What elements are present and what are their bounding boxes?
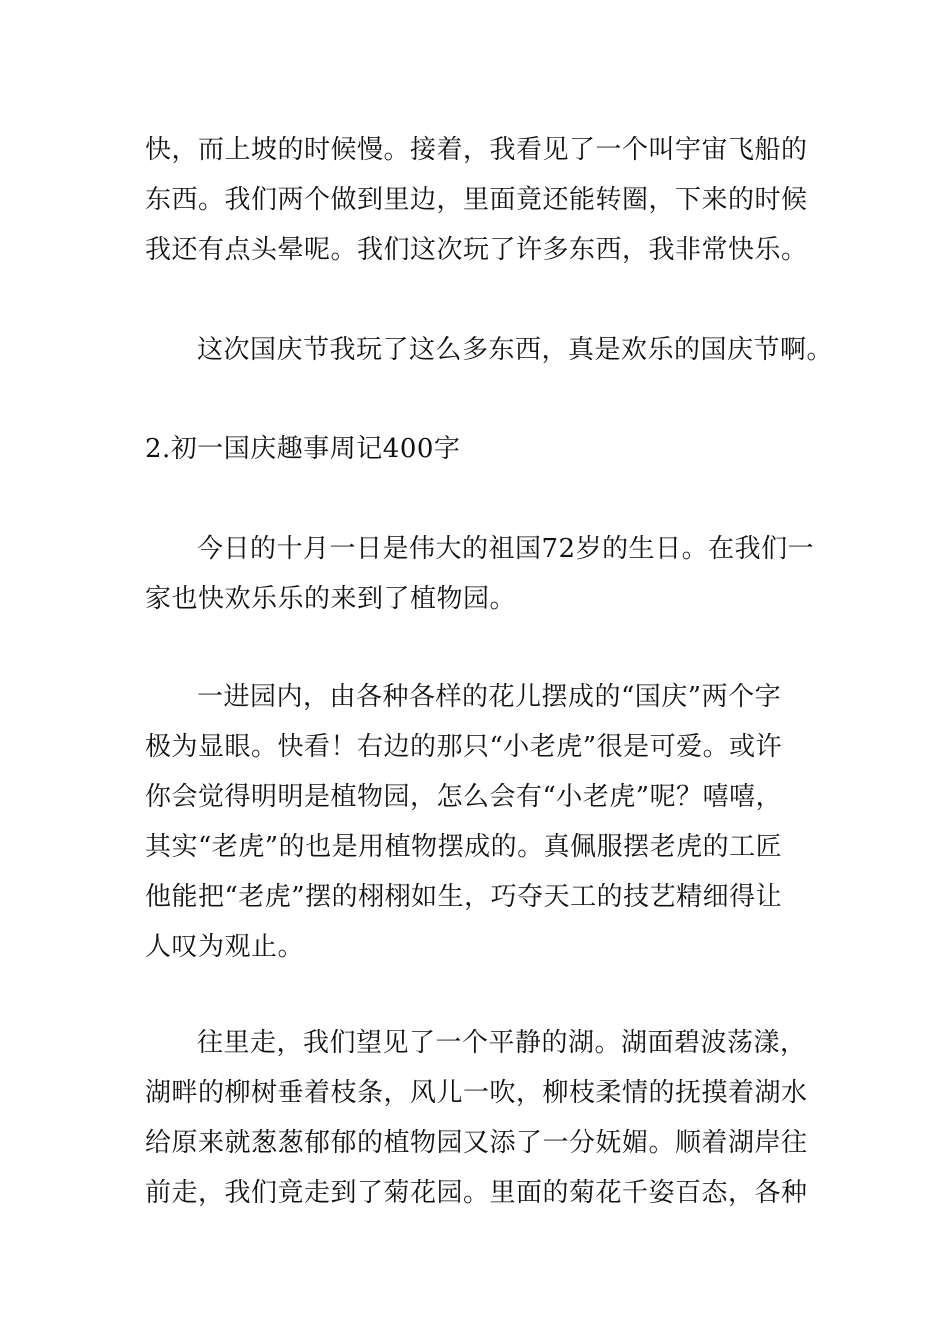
text-line: 他能把“老虎”摆的栩栩如生，巧夺天工的技艺精细得让	[145, 882, 783, 912]
heading-text: 2.初一国庆趣事周记400字	[145, 434, 461, 464]
paragraph-little-tiger	[145, 672, 810, 972]
paragraph-lake-and-chrysanthemum	[145, 1018, 810, 1218]
text-line: 湖畔的柳树垂着枝条，风儿一吹，柳枝柔情的抚摸着湖水	[145, 1078, 808, 1108]
text-line: 我还有点头晕呢。我们这次玩了许多东西，我非常快乐。	[145, 235, 808, 265]
text-line: 往里走，我们望见了一个平静的湖。湖面碧波荡漾，	[197, 1028, 807, 1058]
text-line: 你会觉得明明是植物园，怎么会有“小老虎”呢？嘻嘻，	[145, 782, 783, 812]
text-line: 极为显眼。快看！右边的那只“小老虎”很是可爱。或许	[145, 732, 783, 762]
text-line: 东西。我们两个做到里边，里面竟还能转圈，下来的时候	[145, 185, 808, 215]
text-line: 快，而上坡的时候慢。接着，我看见了一个叫宇宙飞船的	[145, 135, 808, 165]
paragraph-botanical-garden-intro	[145, 524, 815, 624]
text-line: 人叹为观止。	[145, 932, 305, 962]
text-line: 前走，我们竟走到了菊花园。里面的菊花千姿百态，各种	[145, 1178, 808, 1208]
paragraph-national-day-summary	[145, 325, 834, 375]
text-line: 一进园内，由各种各样的花儿摆成的“国庆”两个字	[197, 682, 782, 712]
text-line: 其实“老虎”的也是用植物摆成的。真佩服摆老虎的工匠	[145, 832, 783, 862]
text-line: 家也快欢乐乐的来到了植物园。	[145, 584, 517, 614]
text-line: 今日的十月一日是伟大的祖国72岁的生日。在我们一	[197, 534, 815, 564]
paragraph-amusement-park	[145, 125, 810, 275]
text-line: 这次国庆节我玩了这么多东西，真是欢乐的国庆节啊。	[197, 335, 834, 365]
text-line: 给原来就葱葱郁郁的植物园又添了一分妩媚。顺着湖岸往	[145, 1128, 808, 1158]
section-heading	[145, 424, 810, 474]
